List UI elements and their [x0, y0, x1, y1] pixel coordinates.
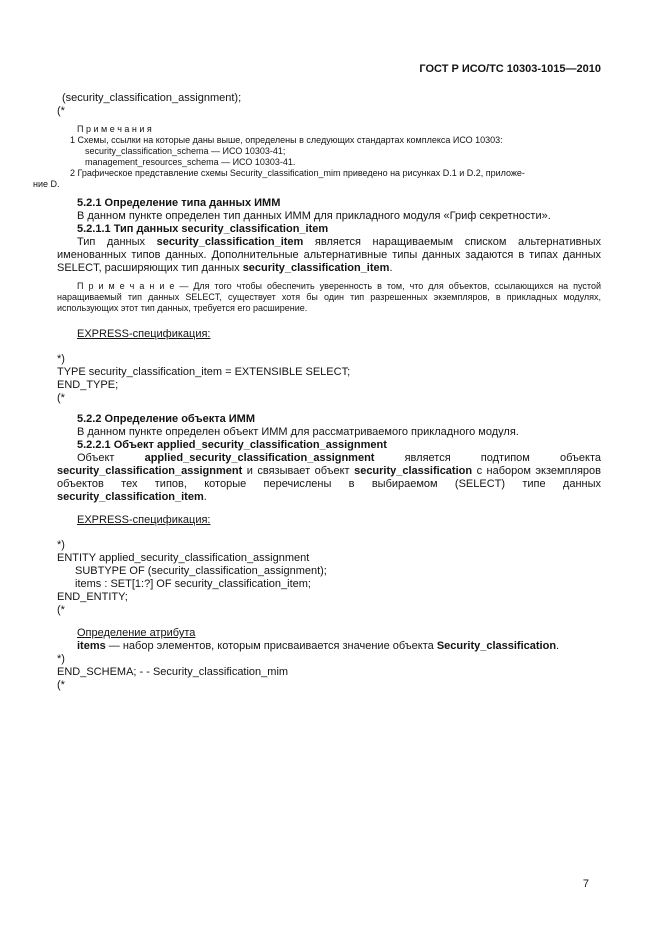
- text-segment: .: [389, 262, 393, 274]
- paragraph-5-2-2-intro: В данном пункте определен объект ИММ для рассматриваемого прикладного модуля.: [77, 426, 519, 438]
- code-line: (*: [57, 679, 65, 691]
- term-bold: security_classification_assignment: [57, 465, 243, 477]
- code-line: END_SCHEMA; - - Security_classification_mim: [57, 666, 289, 678]
- code-line: ENTITY applied_security_classification_assignment: [57, 552, 310, 564]
- code-line: (*: [57, 392, 65, 404]
- code-line: items : SET[1:?] OF security_classification_item;: [75, 578, 311, 590]
- code-line: *): [57, 353, 65, 365]
- text-segment: является наращиваемым списком альтернативных именованных типов данных. Дополнительные альтернативные типы данных задаются в типах данных SELECT, расширяющих тип данных: [57, 236, 601, 274]
- closing-code-block: [57, 653, 601, 692]
- heading-5-2-1-1: 5.2.1.1 Тип данных security_classification_item: [77, 223, 329, 235]
- code-line: END_TYPE;: [57, 379, 119, 391]
- note-label: П р и м е ч а н и е —: [77, 281, 189, 291]
- heading-5-2-1: 5.2.1 Определение типа данных ИММ: [77, 197, 281, 209]
- express-code-block-type: [57, 353, 601, 405]
- express-spec-label-type: EXPRESS-спецификация:: [77, 328, 211, 340]
- text-segment: с набором экземпляров объектов тех типов, которые перечислены в выбираемом (SELECT) типе данных: [57, 465, 601, 490]
- text-segment: и связывает объект: [242, 465, 355, 477]
- term-bold: Security_classification: [436, 640, 557, 652]
- notes-title: П р и м е ч а н и я: [77, 124, 152, 134]
- text-segment: Тип данных: [77, 236, 157, 248]
- attribute-definition-label: Определение атрибута: [77, 627, 196, 639]
- text-segment: — набор элементов, которым присваивается значение объекта: [105, 640, 437, 652]
- text-segment: .: [203, 491, 207, 503]
- express-code-block-entity: [57, 539, 601, 617]
- express-spec-label-entity: EXPRESS-спецификация:: [77, 514, 211, 526]
- term-bold: applied_security_classification_assignment: [144, 452, 375, 464]
- code-line: (*: [57, 604, 65, 616]
- code-line: TYPE security_classification_item = EXTENSIBLE SELECT;: [57, 366, 351, 378]
- text-segment: .: [556, 640, 560, 652]
- code-line: *): [57, 539, 65, 551]
- term-bold: security_classification_item: [156, 236, 304, 248]
- note-text: Для того чтобы обеспечить уверенность в том, что для объектов, ссылающихся на пустой наращиваемый тип данных SELECT, существует хотя бы один тип разрешенных экземпляров, в прикладных модулях, использующих этот тип данных, требуется его расширение.: [57, 281, 601, 313]
- paragraph-type-description: [57, 236, 601, 275]
- note-item-1-ref-2: management_resources_schema — ИСО 10303-41.: [85, 157, 296, 167]
- page-number: 7: [582, 878, 589, 890]
- term-bold: security_classification_item: [242, 262, 390, 274]
- paragraph-5-2-1-intro: В данном пункте определен тип данных ИММ для прикладного модуля «Гриф секретности».: [77, 210, 551, 222]
- paragraph-attribute-items: [57, 640, 601, 653]
- doc-number: ГОСТ Р ИСО/ТС 10303-1015—2010: [419, 63, 601, 75]
- code-line: *): [57, 653, 65, 665]
- notes-block: [33, 124, 601, 190]
- code-line: END_ENTITY;: [57, 591, 128, 603]
- note-item-1: 1 Схемы, ссылки на которые даны выше, определены в следующих стандартах комплекса ИСО 10303:: [70, 135, 503, 145]
- term-bold: items: [77, 640, 106, 652]
- note-item-1-ref-1: security_classification_schema — ИСО 10303-41;: [85, 146, 286, 156]
- heading-5-2-2-1: 5.2.2.1 Объект applied_security_classification_assignment: [77, 439, 387, 451]
- term-bold: security_classification_item: [57, 491, 204, 503]
- heading-5-2-2: 5.2.2 Определение объекта ИММ: [77, 413, 256, 425]
- text-segment: Объект: [77, 452, 145, 464]
- code-line: SUBTYPE OF (security_classification_assignment);: [75, 565, 327, 577]
- text-segment: является подтипом объекта: [374, 452, 601, 464]
- note-paragraph: [57, 281, 601, 314]
- code-open-comment: (*: [57, 105, 65, 117]
- code-line-assignment: (security_classification_assignment);: [62, 92, 242, 104]
- note-item-2: 2 Графическое представление схемы Security_classification_mim приведено на рисунках D.1 и D.2, приложе-: [70, 168, 525, 178]
- note-item-2-continuation: ние D.: [33, 179, 60, 189]
- paragraph-entity-description: [57, 452, 601, 504]
- term-bold: security_classification: [354, 465, 473, 477]
